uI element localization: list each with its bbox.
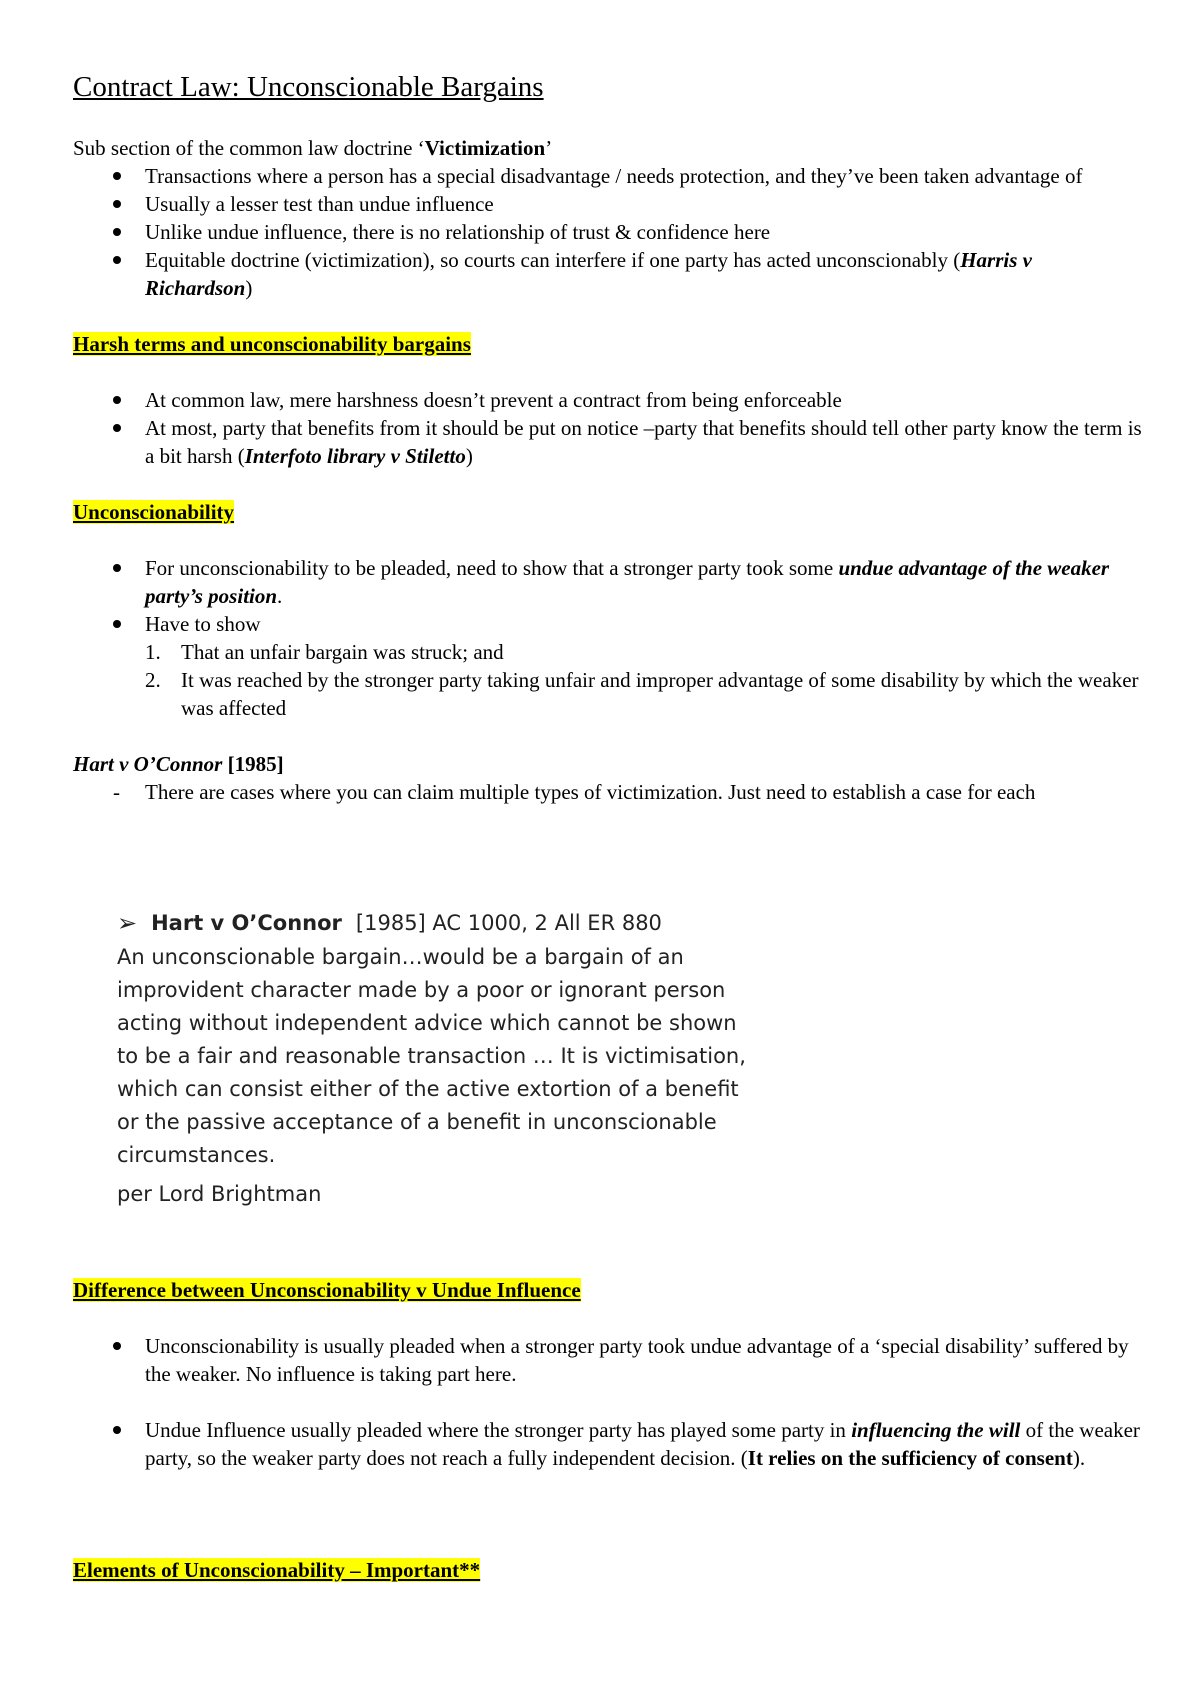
slide-excerpt-image (117, 908, 817, 1211)
list-item: At common law, mere harshness doesn’t prevent a contract from being enforceable (73, 386, 1143, 414)
uncon-numbered-list (73, 638, 1143, 722)
list-item: For unconscionability to be pleaded, need to show that a stronger party took some undue advantage of the weaker party’s position. (73, 554, 1143, 610)
list-item: Transactions where a person has a special disadvantage / needs protection, and they’ve been taken advantage of (73, 162, 1143, 190)
section-heading-difference: Difference between Unconscionability v Undue Influence (73, 1278, 581, 1302)
slide-attribution: per Lord Brightman (117, 1182, 322, 1206)
intro-line: Sub section of the common law doctrine ‘Victimization’ (73, 136, 553, 160)
intro-bullets (73, 162, 1143, 302)
list-item: Equitable doctrine (victimization), so courts can interfere if one party has acted unconscionably (Harris v Richardson) (73, 246, 1143, 302)
list-item: - There are cases where you can claim multiple types of victimization. Just need to establish a case for each (73, 778, 1143, 806)
quote-line: circumstances. (117, 1143, 276, 1167)
document-page-lower (73, 1276, 1143, 1584)
arrow-bullet-icon: ➢ (117, 909, 138, 937)
slide-quote (117, 941, 817, 1172)
document-page (73, 70, 1143, 806)
spacer (73, 1472, 1143, 1556)
numbered-item: 1. That an unfair bargain was struck; and (145, 640, 504, 664)
uncon-bullets (73, 554, 1143, 638)
section-heading-harsh: Harsh terms and unconscionability bargains (73, 332, 471, 356)
quote-line: improvident character made by a poor or ignorant person (117, 978, 726, 1002)
quote-line: to be a fair and reasonable transaction … It is victimisation, (117, 1044, 746, 1068)
numbered-item: 2. It was reached by the stronger party taking unfair and improper advantage of some disability by which the weaker was affected (145, 668, 1139, 720)
list-item: Unlike undue influence, there is no relationship of trust & confidence here (73, 218, 1143, 246)
diff-bullets (73, 1332, 1143, 1472)
section-heading-elements: Elements of Unconscionability – Important** (73, 1558, 481, 1582)
list-item: Unconscionability is usually pleaded when a stronger party took undue advantage of a ‘special disability’ suffered by the weaker. No influence is taking part here. (73, 1332, 1143, 1388)
quote-line: acting without independent advice which cannot be shown (117, 1011, 737, 1035)
list-item: Have to show (73, 610, 1143, 638)
case-heading-hart: Hart v O’Connor [1985] (73, 752, 284, 776)
slide-case-name: Hart v O’Connor (151, 911, 342, 935)
list-item: Usually a lesser test than undue influence (73, 190, 1143, 218)
page-title: Contract Law: Unconscionable Bargains (73, 71, 544, 103)
list-item: Undue Influence usually pleaded where the stronger party has played some party in influencing the will of the weaker party, so the weaker party does not reach a fully independent decision. (It relies on the sufficiency of consent). (73, 1416, 1143, 1472)
slide-excerpt-heading (117, 908, 817, 938)
quote-line: which can consist either of the active extortion of a benefit (117, 1077, 739, 1101)
section-heading-unconscionability: Unconscionability (73, 500, 235, 524)
quote-line: An unconscionable bargain…would be a bargain of an (117, 945, 684, 969)
harsh-bullets (73, 386, 1143, 470)
slide-citation: [1985] AC 1000, 2 All ER 880 (355, 911, 662, 935)
hart-dash-list (73, 778, 1143, 806)
list-item: At most, party that benefits from it should be put on notice –party that benefits should tell other party know the term is a bit harsh (Interfoto library v Stiletto) (73, 414, 1143, 470)
spacer (73, 722, 1143, 750)
quote-line: or the passive acceptance of a benefit in unconscionable (117, 1110, 717, 1134)
